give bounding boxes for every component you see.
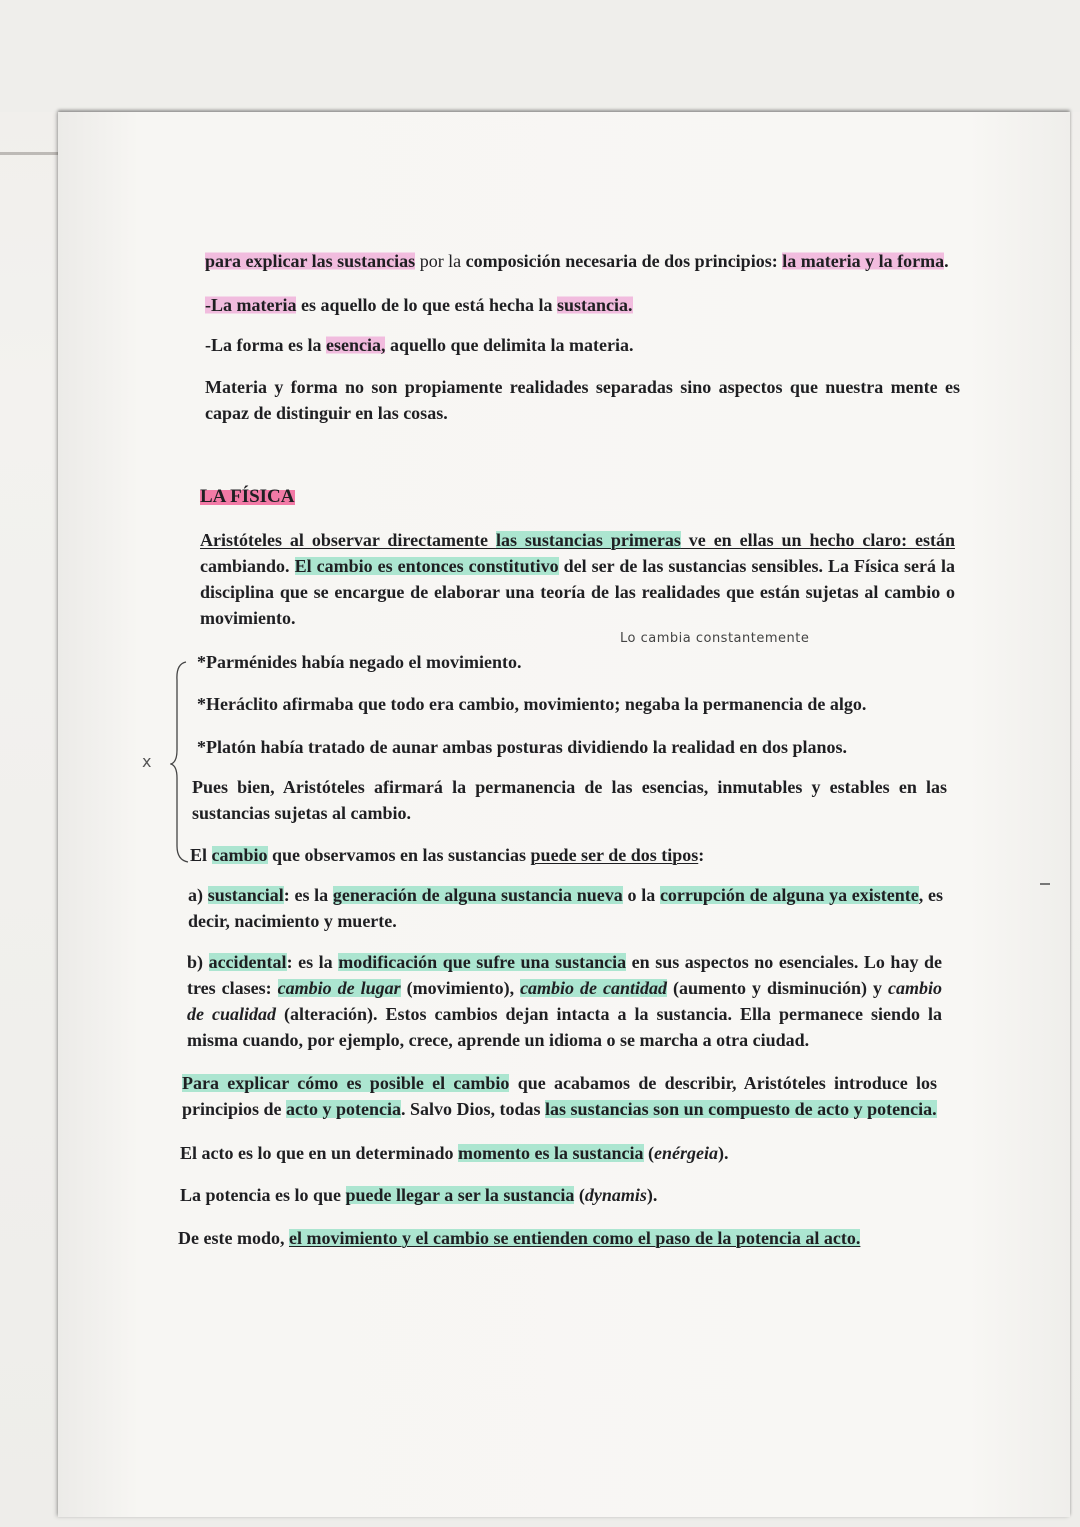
highlighted-text: El cambio es entonces constitutivo (294, 556, 559, 576)
text-run: puede ser de dos tipos (530, 845, 699, 865)
text-run: *Parménides había negado el movimiento. (197, 652, 522, 672)
text-run: Materia y forma no son propiamente realidades separadas sino aspectos que nuestra mente es capaz de distinguir en las cosas. (205, 377, 960, 423)
highlighted-text: modificación que sufre una sustancia (338, 952, 627, 972)
forma-definition (205, 332, 967, 358)
text-run: Aristóteles al observar directamente (200, 530, 496, 550)
page-edge-line (0, 152, 60, 155)
highlighted-text: la materia y la forma (782, 251, 945, 271)
potency-definition (180, 1182, 940, 1208)
background-page-edge (0, 0, 1080, 112)
text-run: enérgeia (654, 1143, 719, 1163)
text-run: , es decir, nacimiento y muerte. (188, 885, 943, 931)
text-run: *Heráclito afirmaba que todo era cambio, movimiento; negaba la permanencia de algo. (197, 694, 867, 714)
parmenides-item (197, 649, 957, 675)
text-run: : es la (286, 952, 339, 972)
highlighted-text: puede llegar a ser la sustancia (345, 1185, 575, 1205)
materia-forma-note (205, 374, 960, 426)
curly-brace-icon (170, 660, 190, 865)
text-run: cambiando (200, 556, 286, 576)
text-run: que observamos en las sustancias (267, 845, 531, 865)
handwritten-note: Lo cambia constantemente (620, 631, 810, 646)
text-run: El (180, 1143, 202, 1163)
fisica-intro (200, 527, 955, 631)
text-run: b) (187, 952, 209, 972)
text-run: ). (718, 1143, 729, 1163)
highlighted-text: acto y potencia (286, 1099, 402, 1119)
margin-dash (1040, 883, 1050, 885)
highlighted-text: cambio (211, 845, 268, 865)
text-run: ). (646, 1185, 658, 1205)
highlighted-text: el movimiento y el cambio se entienden como el paso de la potencia al acto. (288, 1228, 861, 1248)
conclusion (178, 1225, 936, 1251)
text-run: acto (201, 1143, 234, 1163)
text-run: necesaria de dos principios: (560, 251, 783, 271)
text-run: en sus aspectos no esenciales. Lo hay de tres clases: (187, 952, 942, 998)
highlighted-text: accidental (208, 952, 287, 972)
text-run: . Salvo Dios, todas (401, 1099, 546, 1119)
text-run: -La forma es la (205, 335, 326, 355)
text-run: De este modo, (178, 1228, 289, 1248)
text-run: (movimiento), (400, 978, 521, 998)
text-run: aquello que delimita la materia. (385, 335, 634, 355)
heraclito-item (197, 691, 957, 717)
act-definition (180, 1140, 940, 1166)
document-content (0, 248, 1080, 1251)
text-run: (alteración). Estos cambios dejan intacta a la sustancia. Ella permanece siendo la misma cuando, por ejemplo, crece, aprende un idioma o se marcha a otra ciudad. (187, 1004, 942, 1050)
text-run: composición (465, 251, 561, 271)
highlighted-text: cambio de lugar (277, 978, 401, 998)
highlighted-text: esencia, (325, 335, 386, 355)
text-run: potencia (205, 1185, 271, 1205)
text-run: El (190, 845, 212, 865)
text-run: (aumento y disminución) y (667, 978, 888, 998)
text-run: ( (643, 1143, 655, 1163)
text-run: ( (574, 1185, 585, 1205)
highlighted-text: LA FÍSICA (200, 486, 295, 507)
highlighted-text: Para explicar cómo es posible el cambio (182, 1073, 510, 1093)
highlighted-text: las sustancias primeras (495, 530, 681, 550)
text-run: Pues bien, Aristóteles afirmará la permanencia de las esencias, inmutables y estables en las sustancias sujetas al cambio. (192, 777, 947, 823)
text-run: : (698, 845, 705, 865)
highlighted-text: -La materia (205, 295, 297, 315)
text-run: . (944, 251, 949, 271)
change-types-intro (190, 842, 950, 868)
intro-materia-forma (205, 248, 967, 274)
highlighted-text: las sustancias son un compuesto de acto y potencia. (545, 1099, 937, 1119)
text-run: es aquello de lo que está hecha la (296, 295, 557, 315)
section-heading-fisica (200, 484, 500, 510)
materia-definition (205, 292, 967, 318)
text-run: del ser de las sustancias sensibles. La Física será la disciplina que se encargue de elaborar una teoría de las realidades que están sujetas al cambio o movimiento. (200, 556, 956, 628)
text-run: es lo que (270, 1185, 346, 1205)
text-run: por la (415, 251, 466, 271)
text-run: ve en ellas un hecho claro: están (680, 530, 955, 550)
text-run: . (285, 556, 295, 576)
highlighted-text: para explicar las sustancias (205, 251, 416, 271)
highlighted-text: generación de alguna sustancia nueva (332, 885, 623, 905)
text-run: que acabamos de describir, Aristóteles introduce los principios de (182, 1073, 938, 1119)
highlighted-text: corrupción de alguna ya existente (659, 885, 919, 905)
aristoteles-permanence (192, 774, 947, 826)
platon-item (197, 734, 957, 760)
highlighted-text: sustancia. (556, 295, 633, 315)
substantial-change (188, 882, 943, 934)
text-run: es lo que en un determinado (233, 1143, 459, 1163)
text-run: : es la (283, 885, 333, 905)
margin-x-mark: x (142, 752, 152, 771)
accidental-change (187, 949, 942, 1053)
text-run: La (180, 1185, 206, 1205)
highlighted-text: momento es la sustancia (458, 1143, 644, 1163)
highlighted-text: sustancial (207, 885, 284, 905)
highlighted-text: cambio de cantidad (520, 978, 668, 998)
text-run: a) (188, 885, 208, 905)
text-run: *Platón había tratado de aunar ambas posturas dividiendo la realidad en dos planos. (197, 737, 847, 757)
act-potency-intro (182, 1070, 937, 1122)
text-run: o la (622, 885, 660, 905)
text-run: dynamis (584, 1185, 647, 1205)
text-run: cambio de cualidad (187, 978, 942, 1024)
